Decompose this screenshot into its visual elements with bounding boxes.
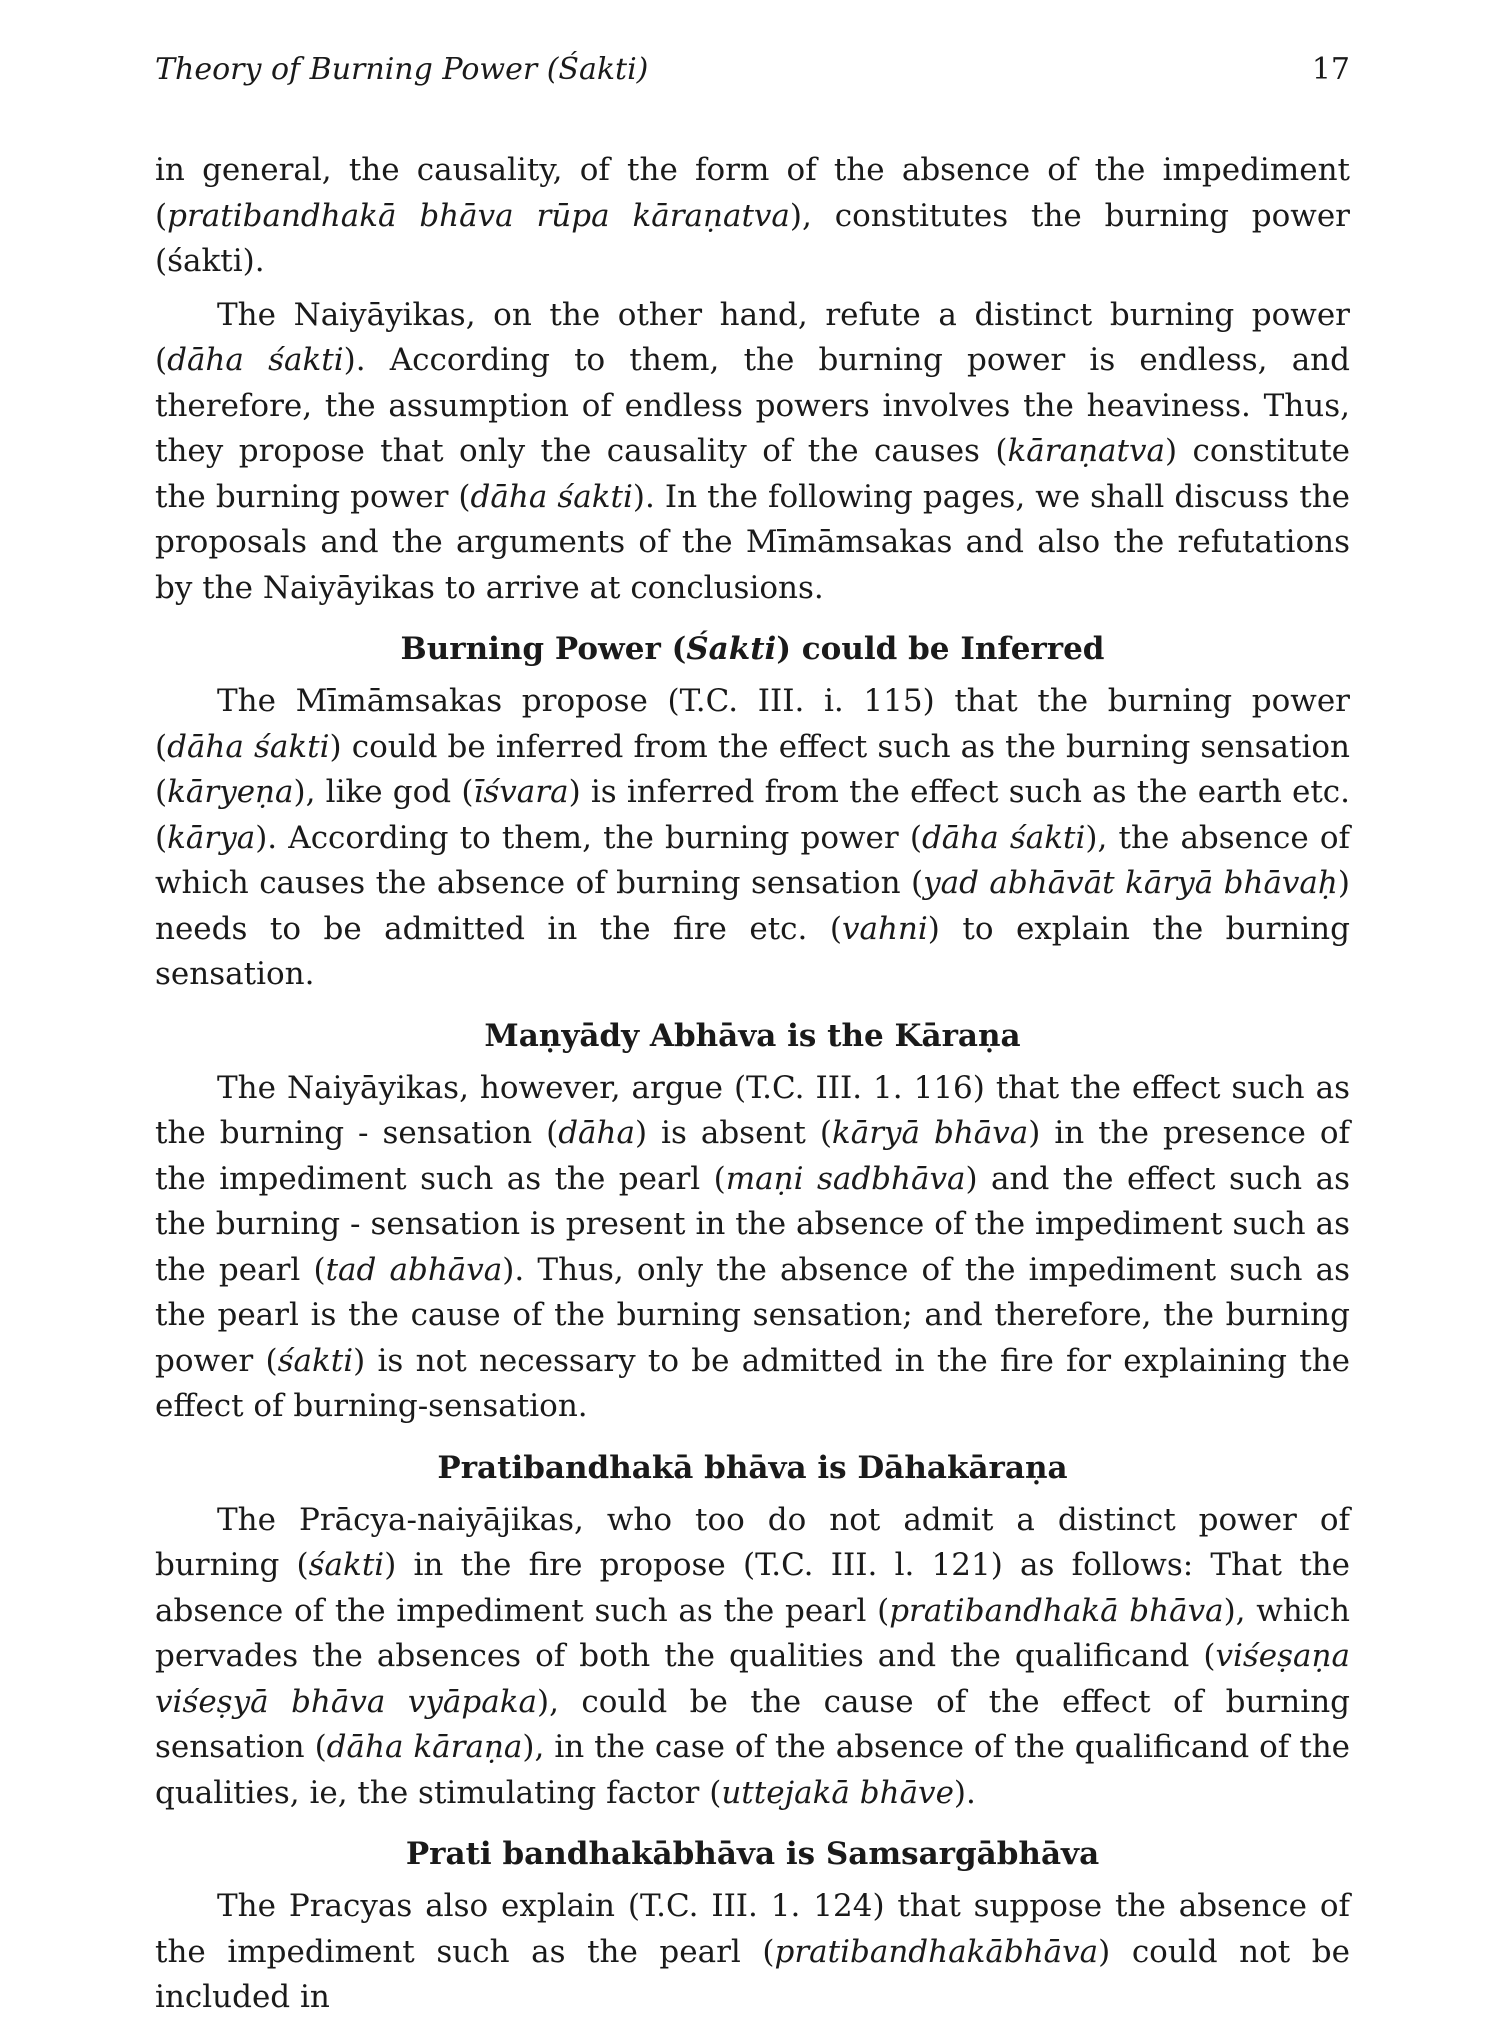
paragraph-continuation bbox=[155, 148, 1350, 285]
sanskrit-term: pratibandhakā bhāva rūpa kāraṇatva bbox=[167, 197, 790, 234]
chapter-title: Theory of Burning Power (Śakti) bbox=[155, 52, 649, 87]
sanskrit-term: dāha bbox=[558, 1115, 635, 1151]
sanskrit-term: śakti bbox=[308, 1547, 385, 1583]
text-run: ) needs to be admitted in the fire etc. ( bbox=[155, 865, 1350, 947]
text-run: ). Thus, only the absence of the impediment such as the pearl is the cause of the burning sensation; and therefore, the burning power ( bbox=[155, 1251, 1350, 1379]
paragraph bbox=[155, 1066, 1350, 1430]
paragraph bbox=[155, 1884, 1350, 2021]
paragraph bbox=[155, 293, 1350, 612]
sanskrit-term: dāha śakti bbox=[167, 728, 330, 765]
text-run: ) is absent ( bbox=[634, 1115, 832, 1151]
sanskrit-term: tad abhāva bbox=[325, 1251, 503, 1288]
text-run: The Pracyas also explain (T.C. III. 1. 124) that suppose the absence of the impediment such as the pearl ( bbox=[155, 1888, 1350, 1970]
book-page bbox=[155, 40, 1351, 2015]
sanskrit-term: dāha śakti bbox=[921, 819, 1086, 856]
running-head bbox=[155, 40, 1350, 100]
text-run: ) and the effect such as the burning - sensation is present in the absence of the impediment such as the pearl ( bbox=[155, 1160, 1350, 1288]
sanskrit-term: kāraṇatva bbox=[1007, 433, 1165, 469]
section-heading: Maṇyādy Abhāva is the Kāraṇa bbox=[484, 1017, 1021, 1054]
sanskrit-term: śakti bbox=[277, 1342, 354, 1379]
sanskrit-term: kāryeṇa bbox=[167, 774, 294, 810]
text-run: The Mīmāmsakas propose (T.C. III. i. 115) that the burning power ( bbox=[155, 683, 1350, 765]
text-run: ). bbox=[953, 1774, 976, 1811]
text-run: ), could be the cause of the effect of burning sensation ( bbox=[155, 1683, 1350, 1765]
text-run: ), in the case of the absence of the qualificand of the qualities, ie, the stimulating factor ( bbox=[155, 1729, 1351, 1811]
text-run: The Naiyāyikas, on the other hand, refute a distinct burning power ( bbox=[155, 296, 1350, 378]
text-run: ), constitutes the burning power (śakti). bbox=[155, 197, 1350, 279]
text-run: ) in the fire propose (T.C. III. l. 121) as follows: That the absence of the impediment such as the pearl ( bbox=[155, 1547, 1350, 1629]
text-run: ) is inferred from the effect such as the earth etc. ( bbox=[155, 774, 1350, 856]
sanskrit-term: viśeṣaṇa viśeṣyā bhāva vyāpaka bbox=[155, 1638, 1350, 1720]
sanskrit-term: īśvara bbox=[473, 774, 569, 810]
text-run: The Naiyāyikas, however, argue (T.C. III. 1. 116) that the effect such as the burning - sensation ( bbox=[155, 1069, 1350, 1151]
text-run: ). In the following pages, we shall discuss the proposals and the arguments of the Mīmāmsakas and also the refutations by the Naiyāyikas to arrive at conclusions. bbox=[155, 478, 1351, 606]
text-run: The Prācya-naiyājikas, who too do not admit a distinct power of burning ( bbox=[155, 1501, 1350, 1583]
page-number: 17 bbox=[1311, 52, 1350, 87]
section-heading bbox=[155, 629, 1350, 669]
sanskrit-term: dāha kāraṇa bbox=[326, 1729, 523, 1765]
section-heading: Pratibandhakā bhāva is Dāhakāraṇa bbox=[437, 1449, 1068, 1486]
text-run: ), which pervades the absences of both the qualities and the qualificand ( bbox=[155, 1592, 1350, 1674]
sanskrit-term: dāha śakti bbox=[470, 478, 633, 515]
paragraph bbox=[155, 1498, 1350, 1817]
sanskrit-term: pratibandhakābhāva bbox=[774, 1933, 1099, 1970]
text-run: ). According to them, the burning power is endless, and therefore, the assumption of endless powers involves the heaviness. Thus, they propose that only the causality of the causes ( bbox=[155, 342, 1350, 469]
text-run: ) to explain the burning sensation. bbox=[155, 910, 1350, 992]
sanskrit-term: maṇi sadbhāva bbox=[725, 1160, 966, 1197]
paragraph bbox=[155, 679, 1350, 998]
text-run: ), like god ( bbox=[293, 774, 474, 810]
text-run: ) could not be included in bbox=[155, 1933, 1350, 2015]
text-run: in general, the causality, of the form of the absence of the impediment ( bbox=[155, 152, 1350, 234]
sanskrit-term: dāha śakti bbox=[167, 342, 344, 378]
text-run: ) could be Inferred bbox=[776, 631, 1105, 667]
body-text bbox=[155, 148, 1350, 2021]
sanskrit-term: vahni bbox=[841, 910, 928, 947]
text-run: ) constitute the burning power ( bbox=[155, 433, 1351, 515]
sanskrit-term: kārya bbox=[167, 819, 256, 856]
sanskrit-term: Śakti bbox=[686, 631, 777, 667]
text-run: ), the absence of which causes the absence of burning sensation ( bbox=[155, 819, 1350, 901]
text-run: ) is not necessary to be admitted in the fire for explaining the effect of burning-sensation. bbox=[155, 1342, 1351, 1424]
sanskrit-term: pratibandhakā bhāva bbox=[889, 1592, 1224, 1629]
text-run: ) could be inferred from the effect such as the burning sensation ( bbox=[155, 728, 1350, 810]
sanskrit-term: uttejakā bhāve bbox=[721, 1774, 954, 1811]
sanskrit-term: yad abhāvāt kāryā bhāvaḥ bbox=[923, 865, 1338, 901]
text-run: Burning Power ( bbox=[400, 631, 687, 667]
section-heading: Prati bandhakābhāva is Samsargābhāva bbox=[405, 1836, 1100, 1872]
text-run: ) in the presence of the impediment such as the pearl ( bbox=[155, 1115, 1351, 1197]
sanskrit-term: kāryā bhāva bbox=[831, 1115, 1029, 1151]
text-run: ). According to them, the burning power ( bbox=[255, 819, 922, 856]
